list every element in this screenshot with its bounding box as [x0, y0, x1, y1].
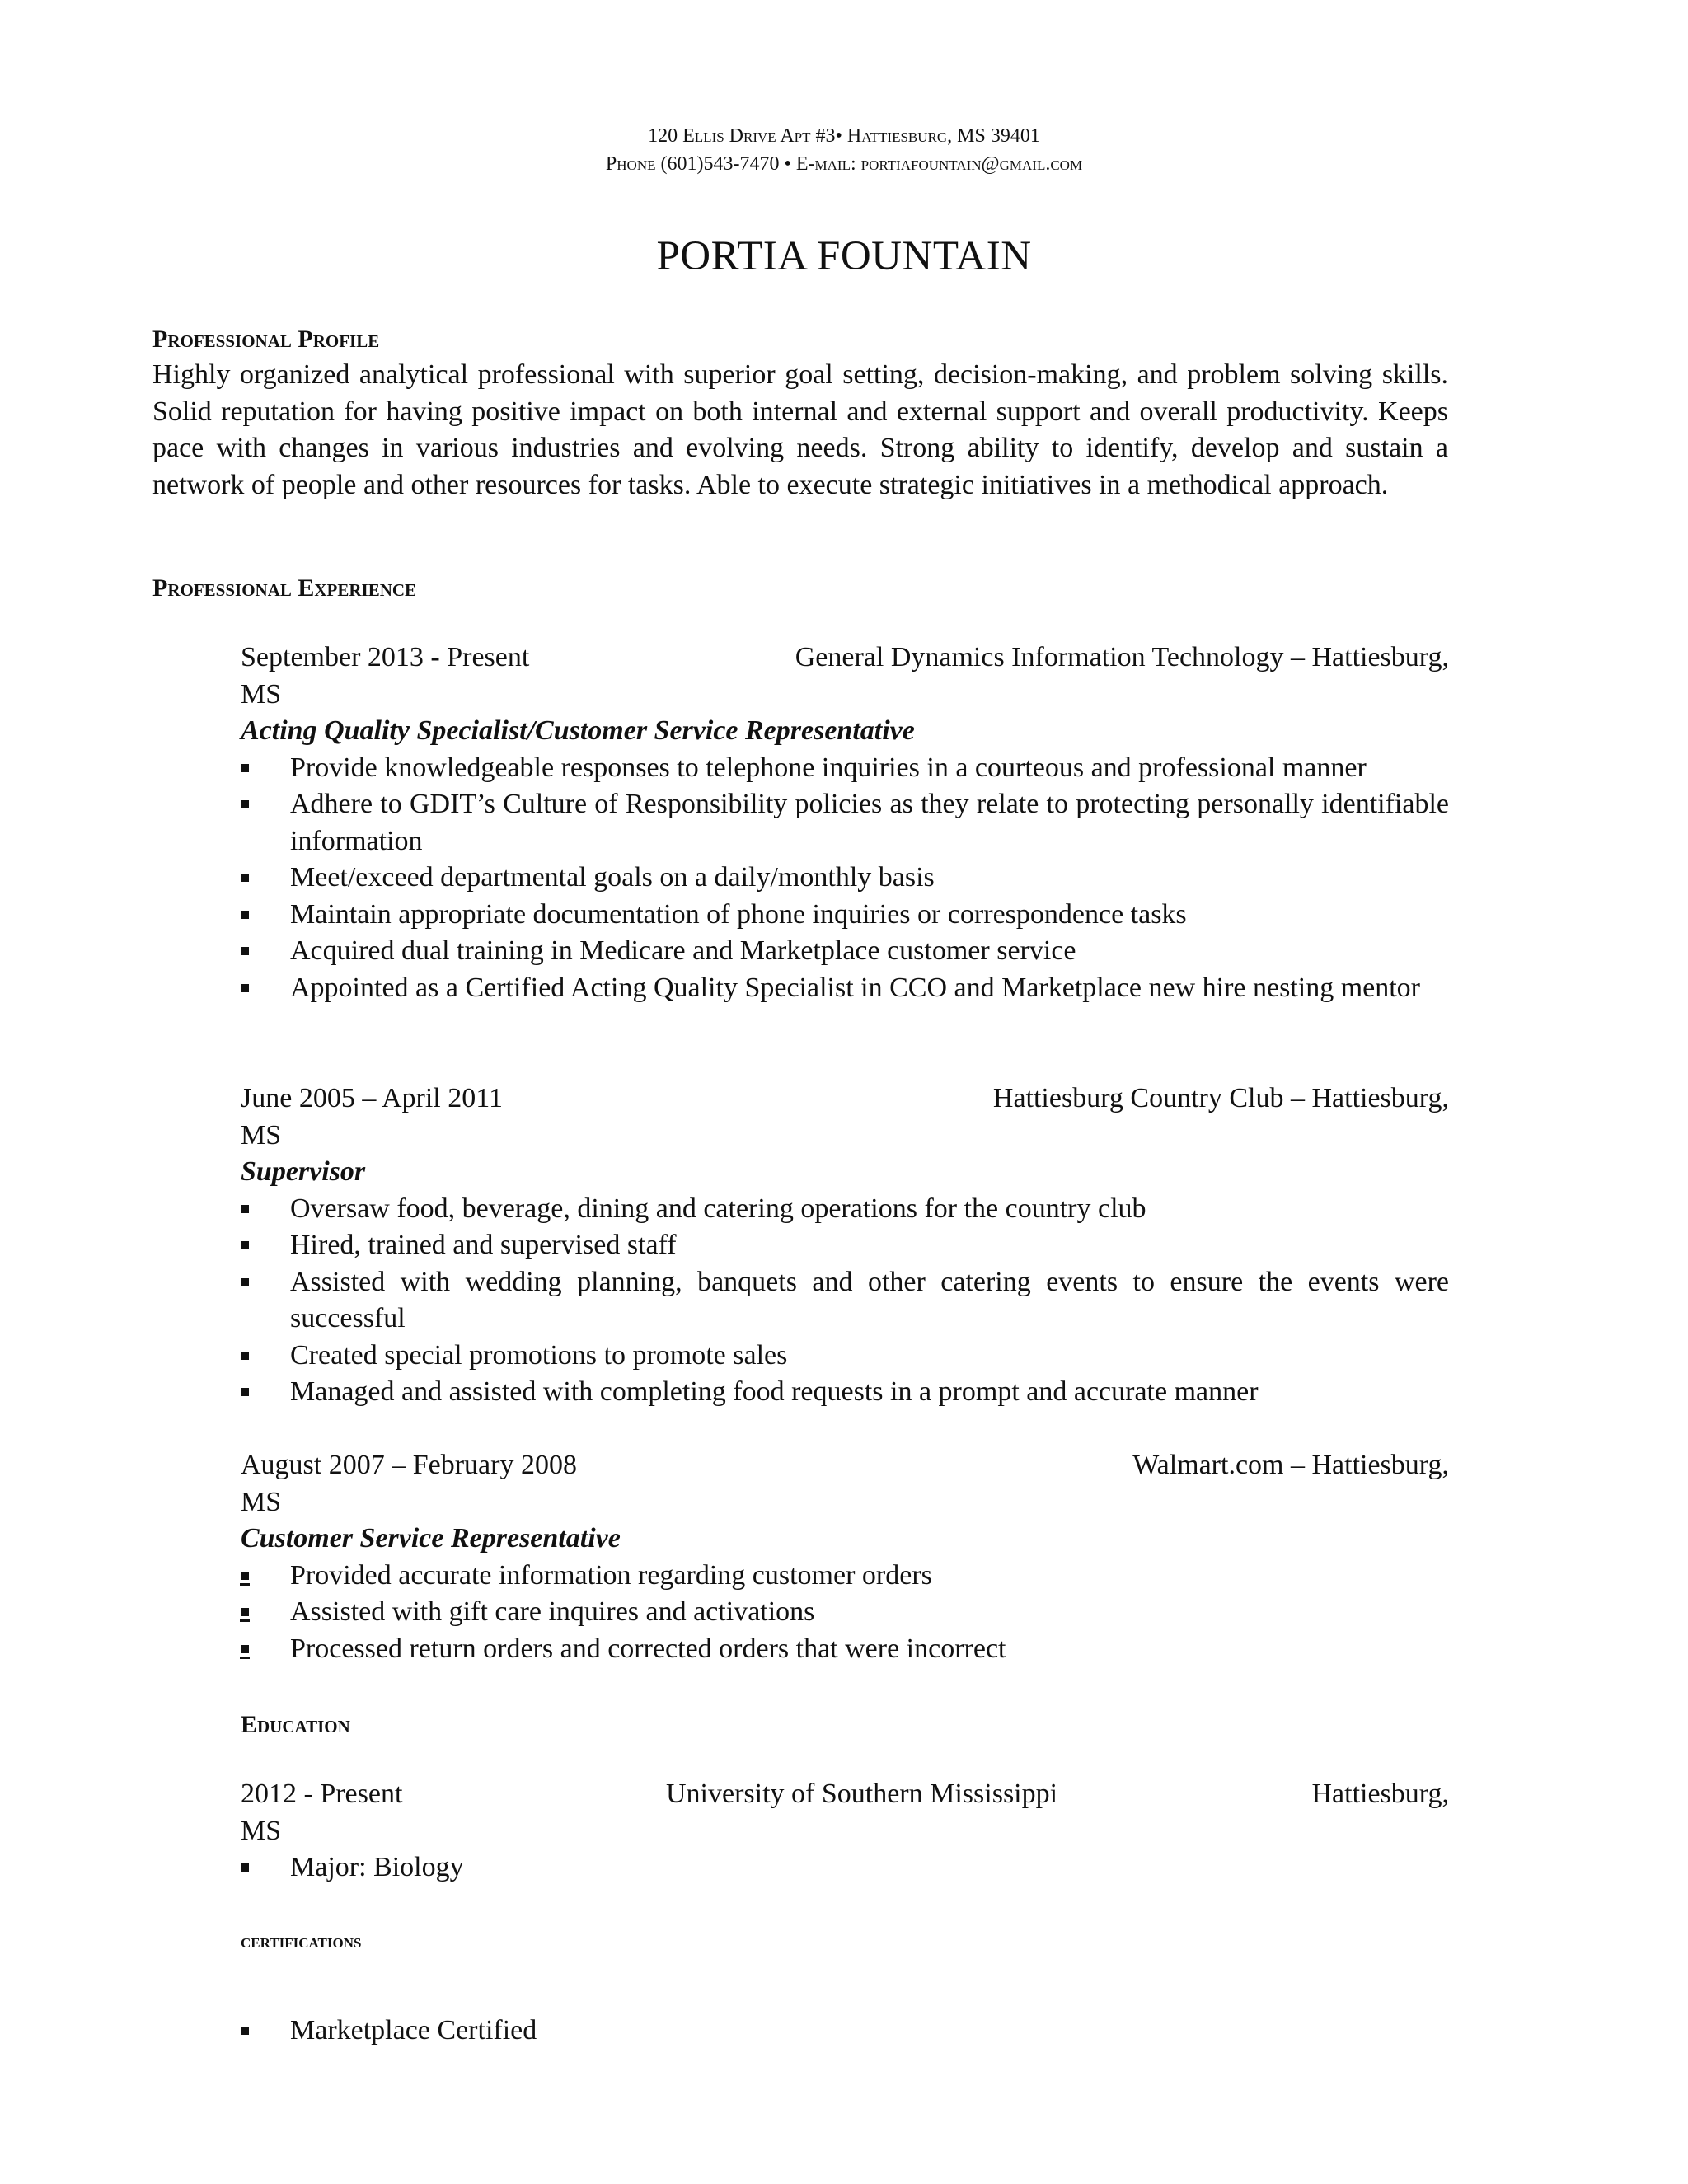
job-organization: Walmart.com – Hattiesburg,	[1132, 1450, 1449, 1480]
profile-text: Highly organized analytical professional with superior goal setting, decision-making, and problem solving skills. Solid reputation for having positive impact on both internal and external support and overall productivity. Keeps pace with changes in various industries and evolving needs. Strong ability to identify, develop and sustain a network of people and other resources for tasks. Able to execute strategic initiatives in a methodical approach.	[152, 359, 1448, 500]
education-entry	[241, 1776, 1449, 1886]
list-item: Maintain appropriate documentation of phone inquiries or correspondence tasks	[241, 897, 1449, 934]
list-item: Adhere to GDIT’s Culture of Responsibility policies as they relate to protecting personally identifiable information	[241, 786, 1449, 860]
list-item: Assisted with gift care inquires and activations	[241, 1594, 1449, 1631]
job-organization: General Dynamics Information Technology – Hattiesburg,	[795, 642, 1449, 673]
square-bullet-icon	[241, 1352, 249, 1360]
job-organization: Hattiesburg Country Club – Hattiesburg,	[992, 1083, 1449, 1113]
square-bullet-icon	[241, 764, 249, 772]
job-entry	[241, 1447, 1449, 1667]
education-institution: University of Southern Mississippi	[666, 1779, 1058, 1809]
certifications-entry	[241, 2013, 1449, 2050]
education-bullets	[241, 1849, 1449, 1886]
list-item: Assisted with wedding planning, banquets and other catering events to ensure the events were successful	[241, 1264, 1449, 1338]
job-state: MS	[241, 678, 282, 710]
square-bullet-icon	[241, 1863, 249, 1872]
list-item: Provide knowledgeable responses to telephone inquiries in a courteous and professional manner	[241, 750, 1449, 787]
job-header	[241, 640, 1449, 677]
list-item: Acquired dual training in Medicare and Marketplace customer service	[241, 933, 1449, 970]
job-title: Acting Quality Specialist/Customer Service Representative	[241, 715, 915, 746]
square-bullet-icon	[241, 984, 249, 992]
education-heading: Education	[241, 1711, 350, 1738]
education-state: MS	[241, 1815, 282, 1846]
job-bullets	[241, 1191, 1449, 1411]
job-entry	[241, 1080, 1449, 1411]
contact-block	[0, 122, 1688, 178]
certifications-heading: certifications	[241, 1931, 362, 1952]
list-item: Managed and assisted with completing food requests in a prompt and accurate manner	[241, 1374, 1449, 1411]
square-bullet-icon	[241, 874, 249, 882]
experience-heading: Professional Experience	[152, 574, 417, 602]
job-dates: June 2005 – April 2011	[241, 1083, 503, 1113]
job-state: MS	[241, 1119, 282, 1151]
job-entry	[241, 640, 1449, 1006]
list-item: Appointed as a Certified Acting Quality Specialist in CCO and Marketplace new hire nesting mentor	[241, 970, 1449, 1007]
list-item: Major: Biology	[241, 1849, 1449, 1886]
contact-address: 120 Ellis Drive Apt #3• Hattiesburg, MS 39401	[648, 125, 1040, 147]
square-bullet-icon	[241, 1572, 249, 1580]
square-bullet-icon	[241, 2027, 249, 2035]
profile-heading: Professional Profile	[152, 326, 380, 353]
list-item: Processed return orders and corrected orders that were incorrect	[241, 1631, 1449, 1668]
square-bullet-icon	[241, 1645, 249, 1653]
contact-phone-email: Phone (601)543-7470 • E-mail: portiafountain@gmail.com	[605, 153, 1083, 175]
job-title: Customer Service Representative	[241, 1523, 621, 1554]
list-item: Hired, trained and supervised staff	[241, 1227, 1449, 1264]
square-bullet-icon	[241, 1241, 249, 1249]
education-dates: 2012 - Present	[241, 1779, 403, 1809]
education-city: Hattiesburg,	[1311, 1779, 1449, 1809]
job-dates: September 2013 - Present	[241, 642, 530, 673]
candidate-name: PORTIA FOUNTAIN	[656, 233, 1032, 279]
education-header	[241, 1776, 1449, 1813]
job-dates: August 2007 – February 2008	[241, 1450, 577, 1480]
square-bullet-icon	[241, 947, 249, 955]
square-bullet-icon	[241, 1205, 249, 1213]
list-item: Marketplace Certified	[241, 2013, 1449, 2050]
list-item: Oversaw food, beverage, dining and catering operations for the country club	[241, 1191, 1449, 1228]
job-state: MS	[241, 1486, 282, 1517]
certifications-bullets	[241, 2013, 1449, 2050]
square-bullet-icon	[241, 800, 249, 808]
job-header	[241, 1447, 1449, 1484]
square-bullet-icon	[241, 911, 249, 919]
job-bullets	[241, 750, 1449, 1007]
square-bullet-icon	[241, 1608, 249, 1616]
square-bullet-icon	[241, 1388, 249, 1396]
list-item: Created special promotions to promote sales	[241, 1338, 1449, 1375]
job-title: Supervisor	[241, 1156, 366, 1187]
list-item: Meet/exceed departmental goals on a daily/monthly basis	[241, 860, 1449, 897]
job-bullets	[241, 1558, 1449, 1668]
square-bullet-icon	[241, 1278, 249, 1286]
list-item: Provided accurate information regarding customer orders	[241, 1558, 1449, 1595]
job-header	[241, 1080, 1449, 1118]
